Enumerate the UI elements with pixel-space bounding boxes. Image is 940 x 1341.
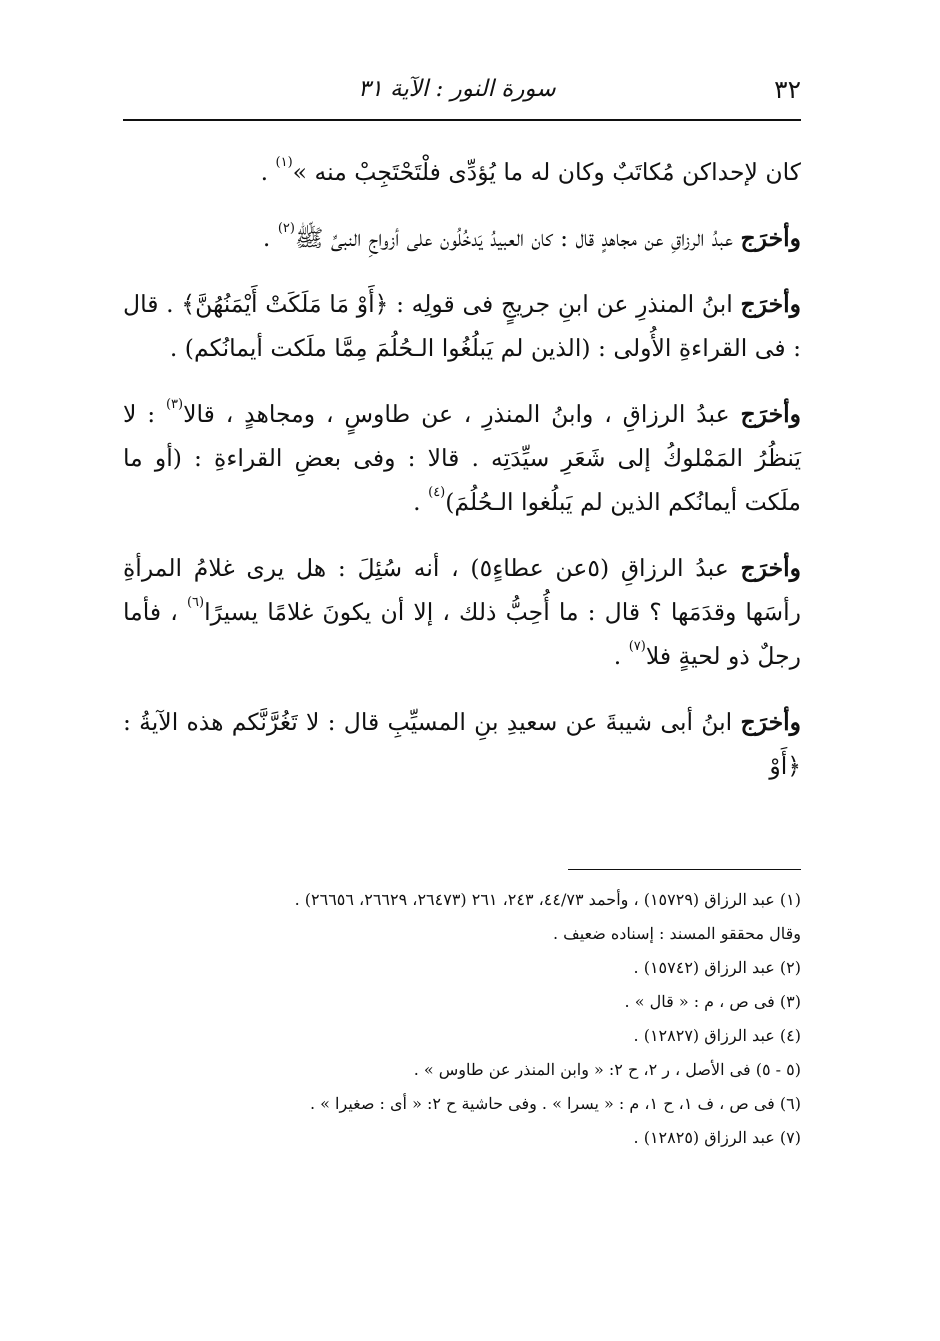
paragraph-tail: . <box>413 488 429 516</box>
footnote-ref[interactable]: (٤) <box>428 485 446 500</box>
paragraph-tail: . <box>262 224 278 252</box>
footnote-ref[interactable]: (١) <box>275 155 293 170</box>
paragraph-text: عبدُ الرزاقِ ، وابنُ المنذرِ ، عن طاوسٍ ، ومجاهدٍ ، قالا <box>183 400 741 428</box>
footnotes <box>123 883 801 1155</box>
running-title: سورة النور : الآية ٣١ <box>358 76 556 102</box>
footnote-ref[interactable]: (٧) <box>628 639 646 654</box>
footnote-separator <box>568 869 801 870</box>
paragraph-text: ابنُ أبى شيبةَ عن سعيدِ بنِ المسيِّبِ قال : لا تَغُرَّنَّكم هذه الآيةُ : ﴿أَوْ <box>123 708 801 780</box>
footnote-ref[interactable]: (٣) <box>165 397 184 412</box>
paragraph-1 <box>123 150 801 194</box>
paragraph-tail: ، فأما رجلٌ ذو لحيةٍ فلا <box>123 598 801 670</box>
footnote: وقال محققو المسند : إسناده ضعيف . <box>552 924 801 943</box>
paragraph-text: ابنُ المنذرِ عن ابنِ جريجٍ فى قولِه : ﴿أَوْ مَا مَلَكَتْ أَيْمَنُهُنَّ﴾ . قال : فى القراءةِ الأُولى : (الذين لم يَبلُغُوا الـحُلُمَ مِمَّا ملَكت أيمانُكم) . <box>123 290 801 362</box>
footnote-ref[interactable]: (٦) <box>186 595 205 610</box>
header-rule <box>123 119 801 121</box>
footnote: (١) عبد الرزاق (١٥٧٢٩) ، وأحمد ٤٤/٧٣، ٢٤٣، ٢٦١ (٢٦٤٧٣، ٢٦٦٢٩، ٢٦٦٥٦) . <box>294 890 801 909</box>
paragraph-text: عبدُ الرزاقِ عن مجاهدٍ قال : كان العبيدُ يَدخُلُون على أزواجِ النبىِّ ﷺ <box>294 224 741 252</box>
paragraph-tail: . <box>260 158 276 186</box>
paragraph-lead: وأخرَج <box>740 224 801 252</box>
paragraph-2 <box>123 216 801 260</box>
paragraph-tail: . <box>613 642 629 670</box>
paragraph-6 <box>123 700 801 788</box>
page-number: ٣٢ <box>774 74 801 104</box>
paragraph-3 <box>123 282 801 370</box>
footnote: (٢) عبد الرزاق (١٥٧٤٢) . <box>633 958 801 977</box>
paragraph-text: عبدُ الرزاقِ (٥عن عطاءٍ٥) ، أنه سُئِلَ : هل يرى غلامُ المرأةِ رأسَها وقدَمَها ؟ قال : ما أُحِبُّ ذلك ، إلا أن يكونَ غلامًا يسيرًا <box>123 554 801 626</box>
main-text <box>123 150 801 810</box>
paragraph-lead: وأخرَج <box>740 290 801 318</box>
paragraph-5 <box>123 546 801 678</box>
running-header <box>123 64 801 114</box>
paragraph-tail: : لا يَنظُرُ المَمْلوكُ إلى شَعَرِ سيِّدَتِه . قالا : وفى بعضِ القراءةِ : (أو ما ملَكت أيمانُكم الذين لم يَبلُغوا الـحُلُمَ) <box>123 400 801 516</box>
footnote: (٦) فى ص ، ف ١، ح ١، م : « يسرا » . وفى حاشية ح ٢: « أى : صغيرا » . <box>310 1094 801 1113</box>
footnote: (٥ - ٥) فى الأصل ، ر ٢، ح ٢: « وابن المنذر عن طاوس » . <box>413 1060 801 1079</box>
footnote: (٤) عبد الرزاق (١٢٨٢٧) . <box>633 1026 801 1045</box>
paragraph-4 <box>123 392 801 524</box>
footnote-ref[interactable]: (٢) <box>277 221 295 236</box>
footnote: (٧) عبد الرزاق (١٢٨٢٥) . <box>633 1128 801 1147</box>
footnote: (٣) فى ص ، م : « قال » . <box>624 992 801 1011</box>
paragraph-text: كان لإحداكن مُكاتَبٌ وكان له ما يُؤدِّى فلْتَحْتَجِبْ منه » <box>292 158 801 186</box>
paragraph-lead: وأخرَج <box>740 708 801 736</box>
paragraph-lead: وأخرَج <box>740 554 801 582</box>
paragraph-lead: وأخرَج <box>740 400 801 428</box>
